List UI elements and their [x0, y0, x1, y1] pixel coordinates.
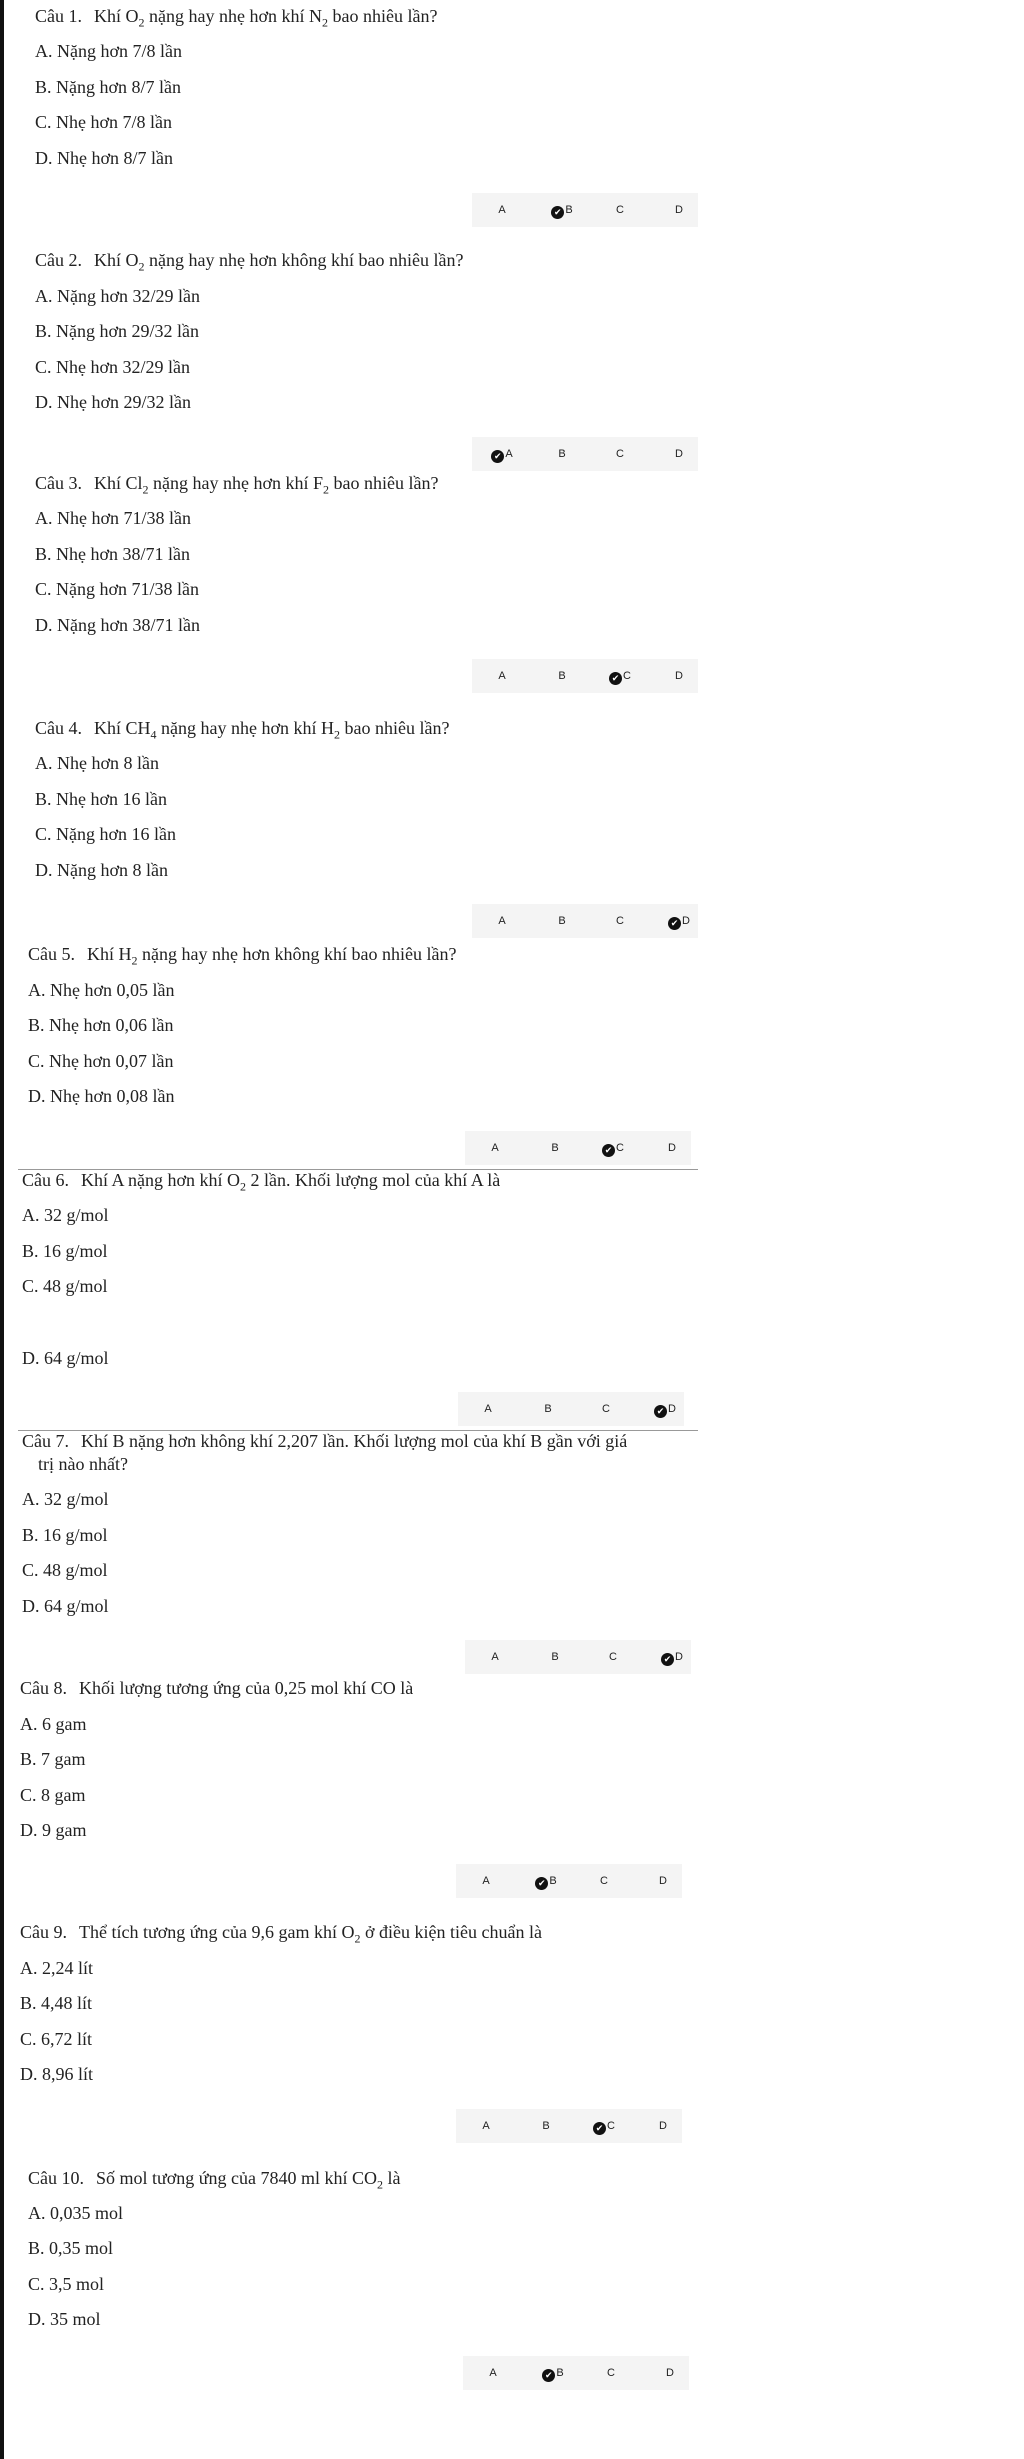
answer-choice-b[interactable] [526, 1864, 566, 1898]
choice-letter: A [498, 204, 506, 216]
answer-choice-d[interactable] [659, 437, 699, 471]
answer-choice-b[interactable] [535, 1131, 575, 1165]
question-title [20, 1677, 413, 1699]
question-title [35, 249, 464, 274]
answer-choice-a[interactable] [475, 1131, 515, 1165]
answer-option: A. 32 g/mol [22, 1205, 109, 1225]
choice-letter: D [668, 1403, 676, 1415]
answer-choice-c[interactable] [600, 659, 640, 693]
choice-letter: B [549, 1875, 557, 1887]
answer-option: D. Nhẹ hơn 0,08 lần [28, 1086, 175, 1106]
answer-option: D. Nhẹ hơn 8/7 lần [35, 148, 173, 168]
answer-choice-d[interactable] [645, 1392, 685, 1426]
answer-bar [456, 1864, 682, 1898]
answer-option: C. 6,72 lít [20, 2029, 93, 2049]
answer-option: D. 9 gam [20, 1820, 87, 1840]
answer-choice-a[interactable] [466, 1864, 506, 1898]
question-text: Thể tích tương ứng của 9,6 gam khí O [79, 1922, 355, 1942]
question-text: Số mol tương ứng của 7840 ml khí CO [96, 2168, 378, 2188]
answer-choice-d[interactable] [652, 1131, 692, 1165]
answer-option: C. Nhẹ hơn 0,07 lần [28, 1051, 174, 1071]
question-text: nặng hay nhẹ hơn không khí bao nhiêu lần? [144, 250, 464, 270]
subscript: 2 [131, 953, 138, 968]
choice-letter: D [682, 915, 690, 927]
question-text: ở điều kiện tiêu chuẩn là [360, 1922, 542, 1942]
choice-letter: D [675, 204, 683, 216]
question-text: Khối lượng tương ứng của 0,25 mol khí CO là [79, 1678, 414, 1698]
answer-option: A. Nặng hơn 32/29 lần [35, 286, 200, 306]
question-text: 2 lần. Khối lượng mol của khí A là [246, 1170, 501, 1190]
answer-option: C. 48 g/mol [22, 1560, 108, 1580]
answer-choice-c[interactable] [586, 1392, 626, 1426]
answer-option: B. 16 g/mol [22, 1525, 108, 1545]
choice-letter: A [491, 1142, 499, 1154]
choice-letter: C [607, 2367, 615, 2379]
answer-choice-d[interactable] [643, 2109, 683, 2143]
answer-bar [465, 1640, 691, 1674]
choice-letter: A [482, 1875, 490, 1887]
answer-option: B. Nhẹ hơn 38/71 lần [35, 544, 191, 564]
question-number: Câu 6. [22, 1170, 69, 1190]
choice-letter: A [498, 915, 506, 927]
choice-letter: A [489, 2367, 497, 2379]
answer-choice-c[interactable] [600, 904, 640, 938]
answer-choice-b[interactable] [542, 904, 582, 938]
question-number: Câu 10. [28, 2168, 84, 2188]
choice-letter: B [551, 1142, 559, 1154]
question-text: bao nhiêu lần? [329, 473, 439, 493]
answer-choice-b[interactable] [533, 2356, 573, 2390]
choice-letter: C [623, 670, 631, 682]
answer-option: D. 64 g/mol [22, 1348, 109, 1368]
check-icon: ✔ [551, 206, 564, 219]
choice-letter: B [544, 1403, 552, 1415]
question-text: nặng hay nhẹ hơn khí F [148, 473, 324, 493]
answer-choice-c[interactable] [591, 2356, 631, 2390]
answer-option: C. 3,5 mol [28, 2274, 105, 2294]
answer-option: D. Nhẹ hơn 29/32 lần [35, 392, 191, 412]
answer-choice-c[interactable] [600, 193, 640, 227]
answer-bar [472, 904, 698, 938]
question-text: Khí O [94, 250, 139, 270]
answer-option: C. 8 gam [20, 1785, 86, 1805]
answer-option: A. Nhẹ hơn 0,05 lần [28, 980, 175, 1000]
choice-letter: D [666, 2367, 674, 2379]
answer-option: B. Nhẹ hơn 0,06 lần [28, 1015, 174, 1035]
answer-option: A. 32 g/mol [22, 1489, 109, 1509]
answer-choice-d[interactable] [659, 193, 699, 227]
subscript: 2 [354, 1931, 361, 1946]
check-icon: ✔ [661, 1653, 674, 1666]
answer-bar [456, 2109, 682, 2143]
choice-letter: D [659, 1875, 667, 1887]
answer-choice-d[interactable] [659, 659, 699, 693]
subscript: 2 [142, 482, 149, 497]
answer-choice-a[interactable] [468, 1392, 508, 1426]
answer-option: B. Nặng hơn 8/7 lần [35, 77, 182, 97]
answer-option: C. Nặng hơn 16 lần [35, 824, 177, 844]
question-number: Câu 8. [20, 1678, 67, 1698]
choice-letter: B [558, 448, 566, 460]
choice-letter: C [602, 1403, 610, 1415]
answer-option: C. Nhẹ hơn 32/29 lần [35, 357, 191, 377]
question-text: nặng hay nhẹ hơn khí N [144, 6, 322, 26]
choice-letter: D [659, 2120, 667, 2132]
choice-letter: C [616, 915, 624, 927]
question-text: bao nhiêu lần? [328, 6, 438, 26]
answer-choice-c[interactable] [584, 1864, 624, 1898]
question-number: Câu 4. [35, 718, 82, 738]
question-text: Khí O [94, 6, 139, 26]
answer-choice-b[interactable] [535, 1640, 575, 1674]
check-icon: ✔ [491, 450, 504, 463]
answer-option: B. 16 g/mol [22, 1241, 108, 1261]
question-text: bao nhiêu lần? [340, 718, 450, 738]
answer-option: A. Nặng hơn 7/8 lần [35, 41, 182, 61]
choice-letter: A [505, 448, 513, 460]
question-title [22, 1430, 627, 1452]
subscript: 2 [240, 1179, 247, 1194]
answer-choice-d[interactable] [652, 1640, 692, 1674]
check-icon: ✔ [668, 917, 681, 930]
answer-option: A. 2,24 lít [20, 1958, 94, 1978]
answer-option: C. Nhẹ hơn 7/8 lần [35, 112, 173, 132]
choice-letter: D [675, 448, 683, 460]
answer-bar [465, 1131, 691, 1165]
answer-bar [463, 2356, 689, 2390]
check-icon: ✔ [593, 2122, 606, 2135]
answer-choice-a[interactable] [482, 193, 522, 227]
subscript: 2 [323, 482, 330, 497]
choice-letter: B [542, 2120, 550, 2132]
answer-option: D. 8,96 lít [20, 2064, 94, 2084]
choice-letter: C [616, 1142, 624, 1154]
subscript: 4 [150, 727, 157, 742]
subscript: 2 [138, 259, 145, 274]
question-text-line2: trị nào nhất? [38, 1454, 128, 1474]
answer-choice-c[interactable] [600, 437, 640, 471]
answer-choice-a[interactable] [482, 437, 522, 471]
question-text: nặng hay nhẹ hơn khí H [156, 718, 335, 738]
answer-option: D. Nặng hơn 8 lần [35, 860, 168, 880]
question-text: Khí A nặng hơn khí O [81, 1170, 241, 1190]
answer-choice-d[interactable] [659, 904, 699, 938]
question-number: Câu 3. [35, 473, 82, 493]
answer-choice-a[interactable] [482, 659, 522, 693]
choice-letter: A [484, 1403, 492, 1415]
answer-choice-b[interactable] [528, 1392, 568, 1426]
answer-choice-c[interactable] [593, 1131, 633, 1165]
question-title [35, 5, 438, 30]
choice-letter: B [565, 204, 573, 216]
answer-choice-a[interactable] [482, 904, 522, 938]
answer-option: B. Nặng hơn 29/32 lần [35, 321, 200, 341]
check-icon: ✔ [654, 1405, 667, 1418]
answer-bar [472, 437, 698, 471]
answer-choice-d[interactable] [650, 2356, 690, 2390]
answer-option: A. 6 gam [20, 1714, 87, 1734]
answer-bar [472, 193, 698, 227]
answer-choice-a[interactable] [466, 2109, 506, 2143]
choice-letter: C [607, 2120, 615, 2132]
choice-letter: C [616, 448, 624, 460]
question-number: Câu 9. [20, 1922, 67, 1942]
question-text: nặng hay nhẹ hơn không khí bao nhiêu lần? [137, 944, 457, 964]
choice-letter: B [551, 1651, 559, 1663]
choice-letter: A [498, 670, 506, 682]
choice-letter: C [600, 1875, 608, 1887]
choice-letter: D [668, 1142, 676, 1154]
check-icon: ✔ [542, 2369, 555, 2382]
answer-bar [472, 659, 698, 693]
answer-option: D. 35 mol [28, 2309, 101, 2329]
answer-choice-a[interactable] [473, 2356, 513, 2390]
question-title [20, 1921, 542, 1946]
question-text: Khí B nặng hơn không khí 2,207 lần. Khối lượng mol của khí B gần với giá [81, 1431, 628, 1451]
question-text: Khí CH [94, 718, 151, 738]
answer-choice-c[interactable] [593, 1640, 633, 1674]
answer-option: D. 64 g/mol [22, 1596, 109, 1616]
choice-letter: B [556, 2367, 564, 2379]
question-title [35, 717, 450, 742]
question-title [28, 943, 457, 968]
answer-option: D. Nặng hơn 38/71 lần [35, 615, 200, 635]
answer-choice-b[interactable] [542, 659, 582, 693]
check-icon: ✔ [609, 672, 622, 685]
choice-letter: A [491, 1651, 499, 1663]
answer-choice-b[interactable] [542, 437, 582, 471]
subscript: 2 [334, 727, 341, 742]
answer-choice-a[interactable] [475, 1640, 515, 1674]
question-text: là [383, 2168, 401, 2188]
answer-bar [458, 1392, 684, 1426]
left-border [0, 0, 4, 2459]
question-number: Câu 7. [22, 1431, 69, 1451]
check-icon: ✔ [535, 1877, 548, 1890]
choice-letter: B [558, 915, 566, 927]
question-text: Khí H [87, 944, 132, 964]
choice-letter: C [616, 204, 624, 216]
answer-option: A. 0,035 mol [28, 2203, 124, 2223]
question-number: Câu 1. [35, 6, 82, 26]
choice-letter: B [558, 670, 566, 682]
answer-option: A. Nhẹ hơn 8 lần [35, 753, 159, 773]
question-number: Câu 2. [35, 250, 82, 270]
answer-option: B. 0,35 mol [28, 2238, 114, 2258]
question-title [35, 472, 439, 497]
choice-letter: A [482, 2120, 490, 2132]
answer-choice-b[interactable] [542, 193, 582, 227]
answer-choice-c[interactable] [584, 2109, 624, 2143]
choice-letter: D [675, 670, 683, 682]
answer-option: B. 7 gam [20, 1749, 86, 1769]
question-text: Khí Cl [94, 473, 143, 493]
choice-letter: D [675, 1651, 683, 1663]
answer-option: A. Nhẹ hơn 71/38 lần [35, 508, 191, 528]
answer-option: C. 48 g/mol [22, 1276, 108, 1296]
answer-option: C. Nặng hơn 71/38 lần [35, 579, 200, 599]
subscript: 2 [138, 15, 145, 30]
answer-choice-d[interactable] [643, 1864, 683, 1898]
question-number: Câu 5. [28, 944, 75, 964]
subscript: 2 [322, 15, 328, 30]
answer-option: B. Nhẹ hơn 16 lần [35, 789, 168, 809]
question-title [28, 2167, 401, 2192]
subscript: 2 [377, 2177, 384, 2192]
answer-option: B. 4,48 lít [20, 1993, 93, 2013]
answer-choice-b[interactable] [526, 2109, 566, 2143]
check-icon: ✔ [602, 1144, 615, 1157]
question-title [22, 1169, 501, 1194]
choice-letter: C [609, 1651, 617, 1663]
